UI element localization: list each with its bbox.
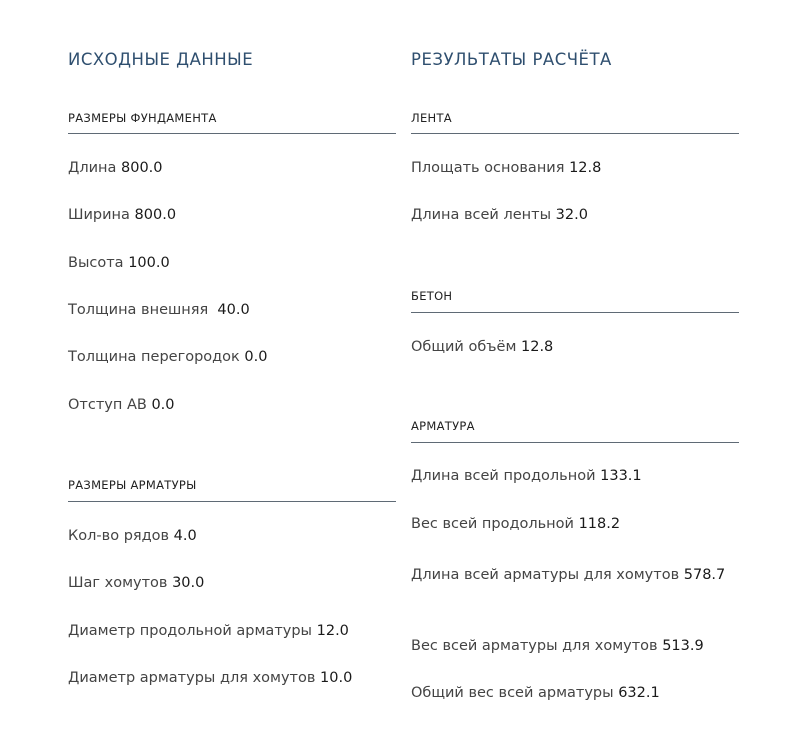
result-label: Длина всей арматуры для хомутов: [411, 567, 680, 583]
result-value: 578.7: [683, 567, 726, 583]
field-stirrup-diameter: [68, 669, 396, 688]
reinforcement-section-divider: [411, 442, 739, 443]
strip-section-divider: [411, 133, 739, 134]
result-stirrup-length: [411, 566, 739, 585]
field-label: Толщина внешняя: [68, 302, 213, 318]
result-value: 118.2: [578, 516, 621, 532]
result-value: 133.1: [600, 468, 642, 484]
field-offset-ab: [68, 396, 396, 415]
field-value: 12.0: [316, 623, 349, 639]
field-label: Кол-во рядов: [68, 528, 170, 544]
field-longitudinal-diameter: [68, 622, 396, 641]
result-total-rebar-weight: [411, 684, 739, 703]
result-longitudinal-length: [411, 467, 739, 486]
field-stirrup-step: [68, 574, 396, 593]
field-label: Длина: [68, 160, 117, 176]
result-value: 513.9: [662, 638, 704, 654]
rebar-size-section-title: РАЗМЕРЫ АРМАТУРЫ: [68, 478, 197, 492]
field-label: Шаг хомутов: [68, 575, 168, 591]
result-label: Площать основания: [411, 160, 565, 176]
foundation-size-section-title: РАЗМЕРЫ ФУНДАМЕНТА: [68, 111, 217, 125]
field-label: Диаметр продольной арматуры: [68, 623, 313, 639]
field-label: Диаметр арматуры для хомутов: [68, 670, 316, 686]
field-value: 0.0: [151, 397, 175, 413]
concrete-section-title: БЕТОН: [411, 289, 453, 303]
result-value: 12.8: [521, 339, 554, 355]
field-value: 30.0: [172, 575, 205, 591]
result-label: Общий объём: [411, 339, 517, 355]
field-value: 40.0: [217, 302, 250, 318]
result-value: 32.0: [555, 207, 588, 223]
result-strip-length: [411, 206, 739, 225]
field-label: Высота: [68, 255, 124, 271]
field-value: 800.0: [134, 207, 177, 223]
foundation-section-divider: [68, 133, 396, 134]
field-value: 0.0: [244, 349, 268, 365]
field-value: 4.0: [173, 528, 197, 544]
rebar-section-divider: [68, 501, 396, 502]
result-label: Длина всей ленты: [411, 207, 552, 223]
strip-section-title: ЛЕНТА: [411, 111, 452, 125]
result-base-area: [411, 159, 739, 178]
field-value: 800.0: [121, 160, 163, 176]
result-label: Вес всей арматуры для хомутов: [411, 638, 658, 654]
result-total-volume: [411, 338, 739, 357]
field-height: [68, 254, 396, 273]
results-title: РЕЗУЛЬТАТЫ РАСЧЁТА: [411, 50, 612, 69]
input-data-title: ИСХОДНЫЕ ДАННЫЕ: [68, 50, 254, 69]
field-width: [68, 206, 396, 225]
result-label: Длина всей продольной: [411, 468, 596, 484]
field-label: Отступ АВ: [68, 397, 147, 413]
field-label: Ширина: [68, 207, 130, 223]
field-row-count: [68, 527, 396, 546]
result-stirrup-weight: [411, 637, 739, 656]
concrete-section-divider: [411, 312, 739, 313]
field-value: 10.0: [320, 670, 353, 686]
field-partition-thickness: [68, 348, 396, 367]
field-length: [68, 159, 396, 178]
result-label: Вес всей продольной: [411, 516, 574, 532]
reinforcement-section-title: АРМАТУРА: [411, 419, 475, 433]
result-label: Общий вес всей арматуры: [411, 685, 614, 701]
field-value: 100.0: [128, 255, 170, 271]
result-longitudinal-weight: [411, 515, 739, 534]
field-outer-thickness: [68, 301, 396, 320]
field-label: Толщина перегородок: [68, 349, 240, 365]
result-value: 632.1: [618, 685, 660, 701]
result-value: 12.8: [569, 160, 602, 176]
